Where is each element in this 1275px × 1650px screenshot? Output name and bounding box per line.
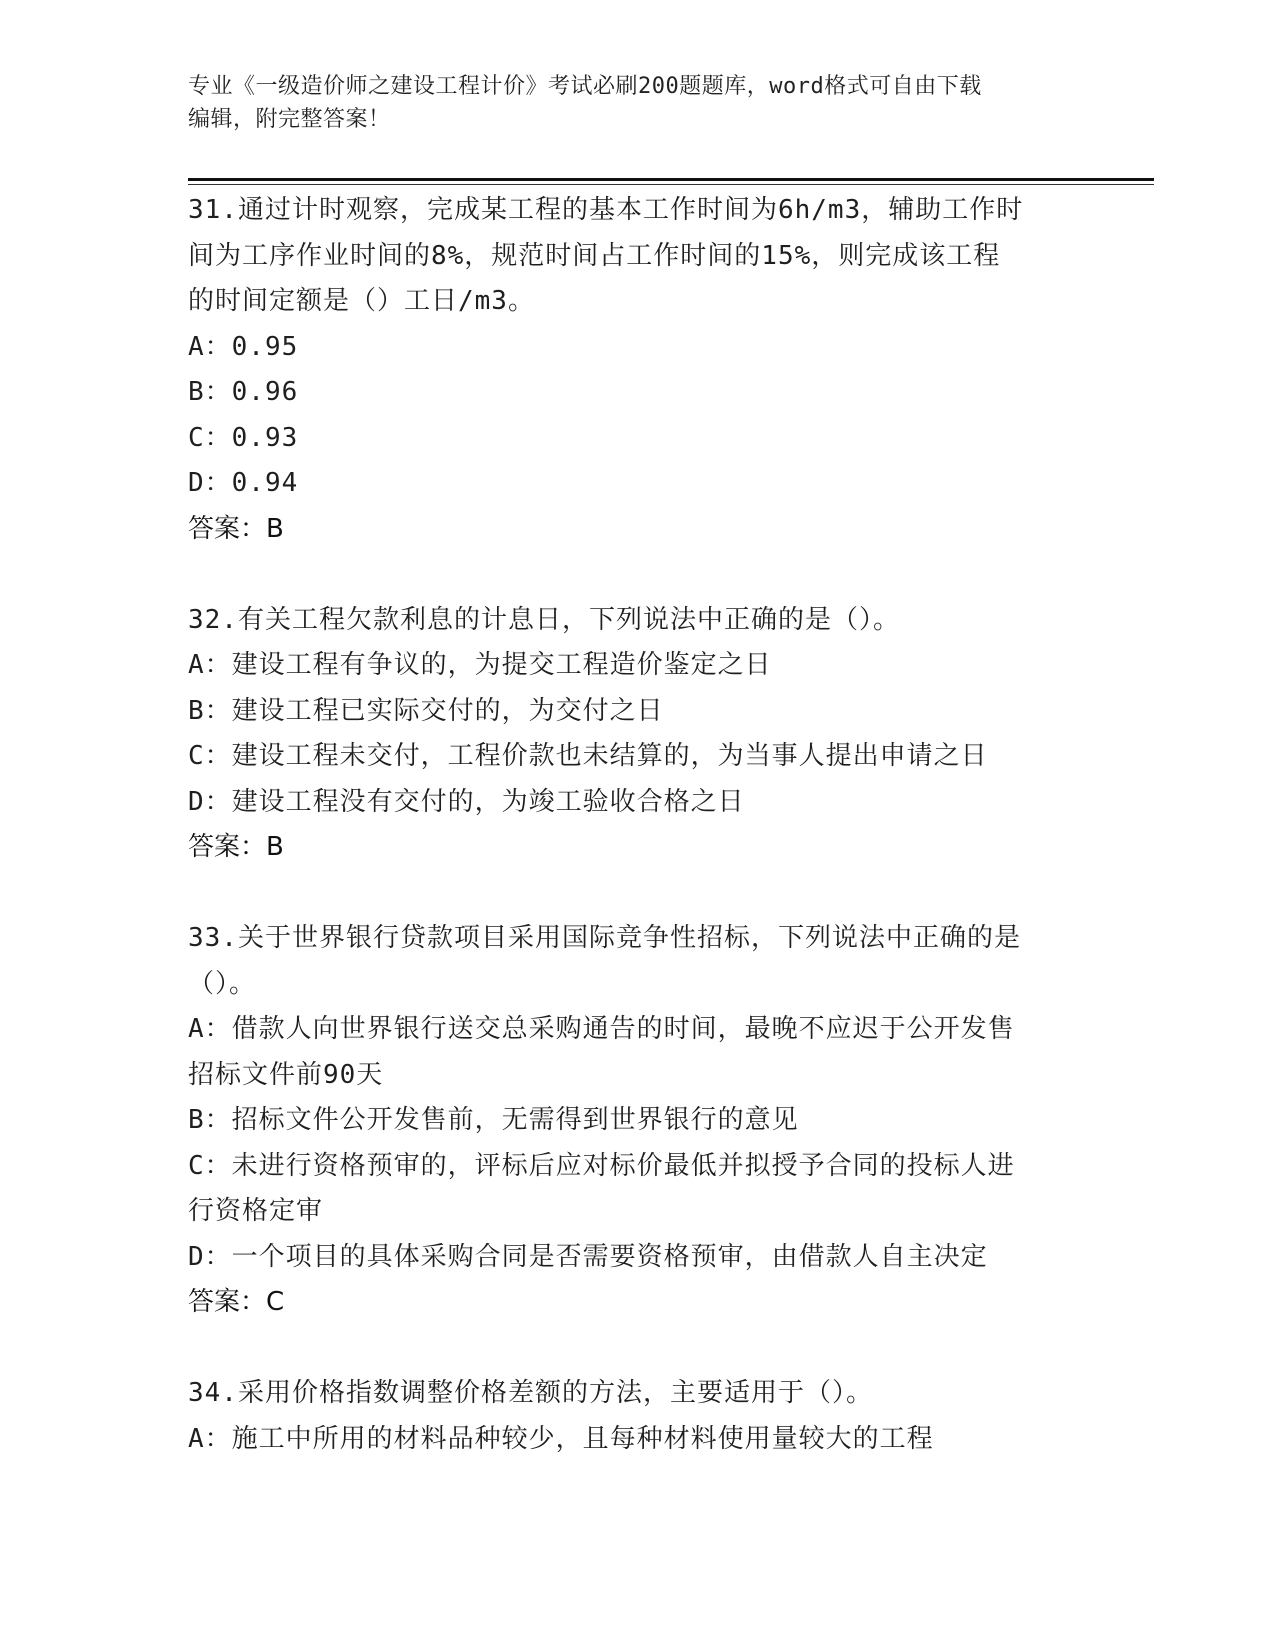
option-c: C：未进行资格预审的，评标后应对标价最低并拟授予合同的投标人进	[188, 1150, 1015, 1181]
question-block	[188, 598, 1088, 917]
option-a: A：0.95	[188, 331, 299, 362]
option-b: B：招标文件公开发售前，无需得到世界银行的意见	[188, 1105, 799, 1135]
question-stem-line: 31.通过计时观察，完成某工程的基本工作时间为6h/m3，辅助工作时	[188, 195, 1024, 225]
question-stem-line: （）。	[188, 968, 257, 999]
question-block	[188, 1371, 1088, 1462]
option-c: C：0.93	[188, 422, 299, 453]
option-c: C：建设工程未交付，工程价款也未结算的，为当事人提出申请之日	[188, 741, 988, 771]
spacer	[188, 871, 1088, 917]
spacer	[188, 552, 1088, 598]
question-block	[188, 916, 1088, 1371]
spacer	[188, 1326, 1088, 1372]
question-stem-line: 的时间定额是（）工日/m3。	[188, 286, 535, 316]
question-stem-line: 32.有关工程欠款利息的计息日，下列说法中正确的是（）。	[188, 604, 900, 635]
header-divider-thin	[188, 184, 1154, 185]
header-line-2: 编辑，附完整答案！	[188, 107, 391, 132]
option-b: B：0.96	[188, 377, 299, 407]
option-d: D：0.94	[188, 468, 299, 498]
option-a: A：建设工程有争议的，为提交工程造价鉴定之日	[188, 650, 772, 680]
option-a-continued: 招标文件前90天	[188, 1059, 384, 1090]
option-a: A：施工中所用的材料品种较少，且每种材料使用量较大的工程	[188, 1423, 934, 1454]
question-stem-line: 34.采用价格指数调整价格差额的方法，主要适用于（）。	[188, 1378, 873, 1408]
option-a: A：借款人向世界银行送交总采购通告的时间，最晚不应迟于公开发售	[188, 1014, 1015, 1044]
answer-line: 答案：C	[188, 1287, 285, 1317]
option-d: D：一个项目的具体采购合同是否需要资格预审，由借款人自主决定	[188, 1241, 988, 1272]
question-block	[188, 188, 1088, 598]
header-line-1: 专业《一级造价师之建设工程计价》考试必刷200题题库，word格式可自由下载	[188, 74, 982, 99]
answer-line: 答案：B	[188, 513, 284, 544]
question-list	[188, 188, 1088, 1462]
option-c-continued: 行资格定审	[188, 1196, 324, 1226]
question-stem-line: 间为工序作业时间的8%，规范时间占工作时间的15%，则完成该工程	[188, 240, 1001, 271]
answer-line: 答案：B	[188, 832, 284, 862]
option-d: D：建设工程没有交付的，为竣工验收合格之日	[188, 786, 745, 817]
option-b: B：建设工程已实际交付的，为交付之日	[188, 695, 664, 726]
header-divider-thick	[188, 178, 1154, 181]
document-header	[188, 70, 1088, 136]
question-stem-line: 33.关于世界银行贷款项目采用国际竞争性招标，下列说法中正确的是	[188, 923, 1021, 953]
